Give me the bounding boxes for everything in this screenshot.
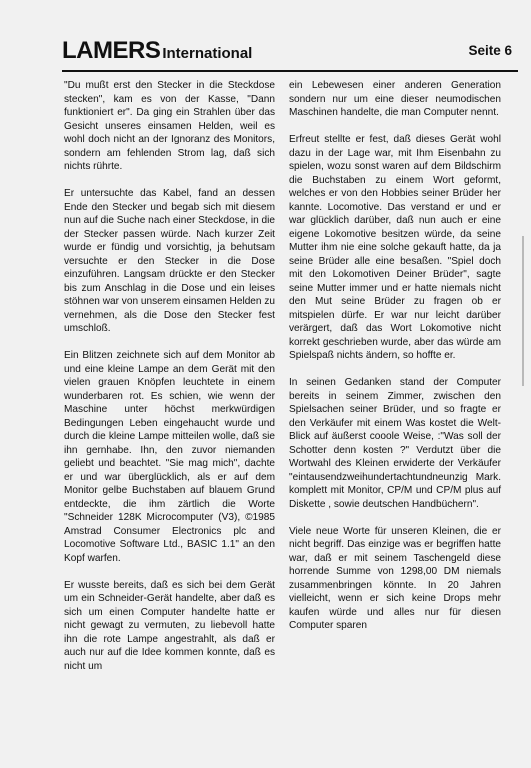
paragraph: Viele neue Worte für unseren Kleinen, die er nicht begriff. Das einzige was er begriffen hatte war, daß er mit seinem Taschengeld diese horrende Summe von 1298,00 DM niemals zusammenbringen könnte. In 20 Jahren vielleicht, wenn er sich keine Drops mehr kaufen würde und alles nur für diesen Computer sparen <box>289 525 501 631</box>
paragraph: In seinen Gedanken stand der Computer bereits in seinem Zimmer, zwischen den Spielsachen seiner Brüder, und so fragte er den Verkäufer mit einem Was kostet die Welt-Blick auf äußerst cooole Weise, :"Was soll der Schotter denn kosten ?" Verdutzt über die Wortwahl des Kleinen erwiderte der Verkäufer "eintausendzweihundertachtundneunzig Mark. komplett mit Monitor, CP/M und CP/M plus auf Diskette , sowie deutschen Handbüchern". <box>289 377 501 510</box>
scan-edge-mark <box>522 236 524 386</box>
logo-suffix: International <box>162 45 253 62</box>
paragraph: Er wusste bereits, daß es sich bei dem Gerät um ein Schneider-Gerät handelte, aber daß es sich um einen Computer handelte hatte er nicht gewagt zu vermuten, zu liebevoll hatte ihn die rote Lampe angestrahlt, als daß er auch nur auf die Idee kommen konnte, daß es nicht um <box>64 579 275 672</box>
paragraph: Er untersuchte das Kabel, fand an dessen Ende den Stecker und begab sich mit diesem nun auf die Suche nach einer Steckdose, in die der Stecker passen würde. Nach kurzer Zeit wurde er fündig und vorsichtig, ja behutsam versuchte er den Stecker in die Dose einzuführen. Langsam drückte er den Stecker bis zum Anschlag in die Dose und ein leises stöhnen war von unserem einsamen Helden zu vernehmen, als die Dose den Stecker fest umschloß. <box>64 188 275 334</box>
header-rule <box>62 70 518 72</box>
magazine-logo <box>62 36 252 66</box>
paragraph: "Du mußt erst den Stecker in die Steckdose stecken", kam es von der Kasse, "Dann funktioniert er". Da ging ein Strahlen über das Gesicht unseres einsamen Helden, weil es wohl doch nicht an der Ignoranz des Monitors, sondern am fehlenden Strom lag, daß sich nichts rührte. <box>64 80 275 172</box>
logo-wordmark: LAMERS <box>62 37 161 64</box>
paragraph: ein Lebewesen einer anderen Generation sondern nur um eine dieser neumodischen Maschinen handelte, die man Computer nennt. <box>289 80 501 118</box>
paragraph: Ein Blitzen zeichnete sich auf dem Monitor ab und eine kleine Lampe an dem Gerät mit den vielen grauen Knöpfen leuchtete in einem wunderbaren rot. Es schien, wie wenn der Maschine unter höchst merkwürdigen Bedingungen Leben eingehaucht wurde und durch die kleine Lampe mitteilen wolle, daß sie ihn gernhabe. Ihn, den zuvor niemanden geliebt und beachtet. "Sie mag mich", dachte er und war überglücklich, als er auf dem Monitor gelbe Buchstaben auf blauem Grund entdeckte, die ihm zärtlich die Worte "Schneider 128K Microcomputer (V3), ©1985 Amstrad Consumer Electronics plc and Locomotive Software Ltd., BASIC 1.1" an den Kopf warfen. <box>64 350 275 564</box>
page-number: Seite 6 <box>468 43 512 58</box>
page-header <box>62 36 518 70</box>
left-text-column <box>64 79 275 687</box>
right-text-column <box>289 79 501 646</box>
paragraph: Erfreut stellte er fest, daß dieses Gerät wohl dazu in der Lage war, mit Ihm Eisenbahn zu spielen, wozu sonst waren auf dem Bildschirm die Buchstaben zu einem Wort geformt, welches er von den Hobbies seiner Brüder her kannte. Locomotive. Das verstand er und er war glücklich darüber, daß nun auch er eine eigene Lokomotive besitzen würde, da seine Mutter ihm nie eine solche gekauft hatte, da ja seine Brüder alle eine besaßen. "Spiel doch mit den Lokomotiven Deiner Brüder", sagte seine Mutter immer und er hatte niemals nicht den Mut seine Brüder zu fragen ob er mitspielen dürfe. Er war nur leicht darüber verärgert, daß das Wort Lokomotive nicht korrekt geschrieben wurde, aber das würde am Spielspaß nichts ändern, so hoffte er. <box>289 134 501 361</box>
